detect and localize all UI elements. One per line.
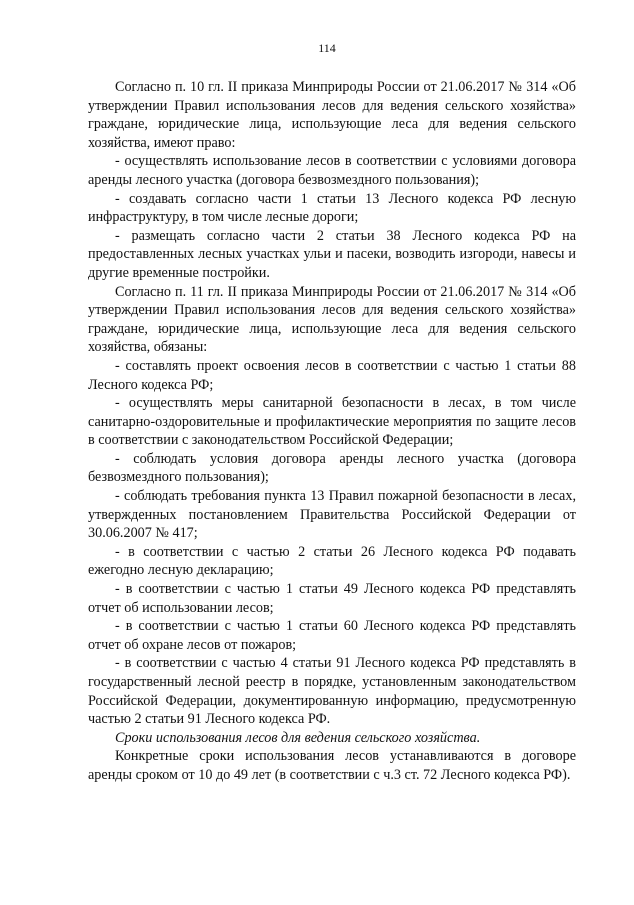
- list-item: - создавать согласно части 1 статьи 13 Лесного кодекса РФ лесную инфраструктуру, в том числе лесные дороги;: [88, 190, 576, 226]
- list-item: - составлять проект освоения лесов в соответствии с частью 1 статьи 88 Лесного кодекса РФ;: [88, 357, 576, 393]
- page-number: 114: [318, 41, 336, 55]
- list-item: - в соответствии с частью 4 статьи 91 Лесного кодекса РФ представлять в государственный лесной реестр в порядке, установленным законодательством Российской Федерации, документированную информацию, предусмотренную частью 2 статьи 91 Лесного кодекса РФ.: [88, 655, 576, 728]
- list-item: - в соответствии с частью 1 статьи 60 Лесного кодекса РФ представлять отчет об охране лесов от пожаров;: [88, 618, 576, 653]
- list-item: - размещать согласно части 2 статьи 38 Лесного кодекса РФ на предоставленных лесных участках ульи и пасеки, возводить изгороди, навесы и другие временные постройки.: [88, 227, 576, 281]
- list-item: - в соответствии с частью 2 статьи 26 Лесного кодекса РФ подавать ежегодно лесную декларацию;: [88, 543, 576, 579]
- list-item: - осуществлять использование лесов в соответствии с условиями договора аренды лесного участка (договора безвозмездного пользования);: [88, 153, 576, 188]
- document-body: [88, 78, 576, 785]
- paragraph-obligations-intro: Согласно п. 11 гл. II приказа Минприроды России от 21.06.2017 № 314 «Об утверждении Правил использования лесов для ведения сельского хозяйства» граждане, юридические лица, использующие леса для ведения сельского хозяйства, обязаны:: [88, 283, 576, 356]
- paragraph-terms: Конкретные сроки использования лесов устанавливаются в договоре аренды сроком от 10 до 49 лет (в соответствии с ч.3 ст. 72 Лесного кодекса РФ).: [88, 748, 576, 783]
- section-heading: Сроки использования лесов для ведения сельского хозяйства.: [115, 729, 481, 746]
- list-item: - осуществлять меры санитарной безопасности в лесах, в том числе санитарно-оздоровительные и профилактические мероприятия по защите лесов в соответствии с законодательством Российской Федерации;: [88, 395, 576, 449]
- list-item: - соблюдать условия договора аренды лесного участка (договора безвозмездного пользования);: [88, 450, 576, 486]
- list-item: - соблюдать требования пункта 13 Правил пожарной безопасности в лесах, утвержденных постановлением Правительства Российской Федерации от 30.06.2007 № 417;: [88, 488, 576, 542]
- paragraph-rights-intro: Согласно п. 10 гл. II приказа Минприроды России от 21.06.2017 № 314 «Об утверждении Правил использования лесов для ведения сельского хозяйства» граждане, юридические лица, использующие леса для ведения сельского хозяйства, имеют право:: [88, 79, 576, 151]
- list-item: - в соответствии с частью 1 статьи 49 Лесного кодекса РФ представлять отчет об использовании лесов;: [88, 581, 576, 616]
